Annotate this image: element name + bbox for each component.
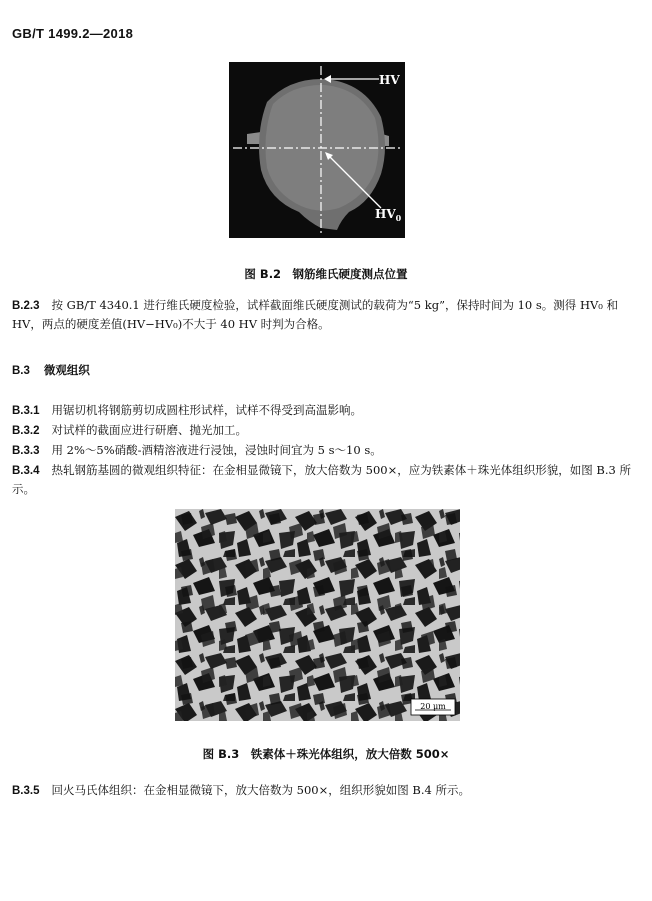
figure-b3-caption: 图 B.3 铁素体＋珠光体组织，放大倍数 500× xyxy=(202,747,450,761)
clause-text: 回火马氏体组织：在金相显微镜下，放大倍数为 500×，组织形貌如图 B.4 所示。 xyxy=(51,783,470,797)
hv0-subscript: 0 xyxy=(395,213,402,223)
clause-b-3-4 xyxy=(12,461,640,498)
section-b-3-title xyxy=(12,362,90,378)
clause-b-3-1 xyxy=(12,401,640,420)
clause-number: B.3.5 xyxy=(12,785,40,797)
clause-number: B.3.1 xyxy=(12,405,40,417)
clause-text: 按 GB/T 4340.1 进行维氏硬度检验，试样截面维氏硬度测试的载荷为“5 kg”，保持时间为 10 s。测得 HV₀ 和 HV，两点的硬度差值(HV−HV₀)不大于 40 HV 时判为合格。 xyxy=(12,298,619,331)
clause-b-3-5 xyxy=(12,781,640,800)
hv-label: HV xyxy=(379,73,400,87)
clause-number: B.2.3 xyxy=(12,300,40,312)
section-number: B.3 xyxy=(12,365,30,377)
clause-text: 用 2%～5%硝酸-酒精溶液进行浸蚀，浸蚀时间宜为 5 s～10 s。 xyxy=(51,443,382,457)
clause-number: B.3.2 xyxy=(12,425,40,437)
figure-b2-image xyxy=(229,62,405,238)
clause-b-2-3 xyxy=(12,296,640,333)
standard-header: GB/T 1499.2—2018 xyxy=(12,26,134,41)
clause-number: B.3.3 xyxy=(12,445,40,457)
scale-bar-label: 20 μm xyxy=(420,702,446,711)
hv0-label: HV xyxy=(375,207,396,221)
clause-number: B.3.4 xyxy=(12,465,40,477)
clause-b-3-2 xyxy=(12,421,640,440)
figure-b3-micrograph xyxy=(175,509,460,721)
clause-text: 用锯切机将钢筋剪切成圆柱形试样，试样不得受到高温影响。 xyxy=(51,403,362,417)
section-title: 微观组织 xyxy=(43,363,90,377)
clause-text: 对试样的截面应进行研磨、抛光加工。 xyxy=(51,423,247,437)
clause-text: 热轧钢筋基圆的微观组织特征：在金相显微镜下，放大倍数为 500×，应为铁素体＋珠光体组织形貌，如图 B.3 所示。 xyxy=(12,463,631,496)
clause-b-3-3 xyxy=(12,441,640,460)
figure-b2-caption: 图 B.2 钢筋维氏硬度测点位置 xyxy=(244,267,408,281)
